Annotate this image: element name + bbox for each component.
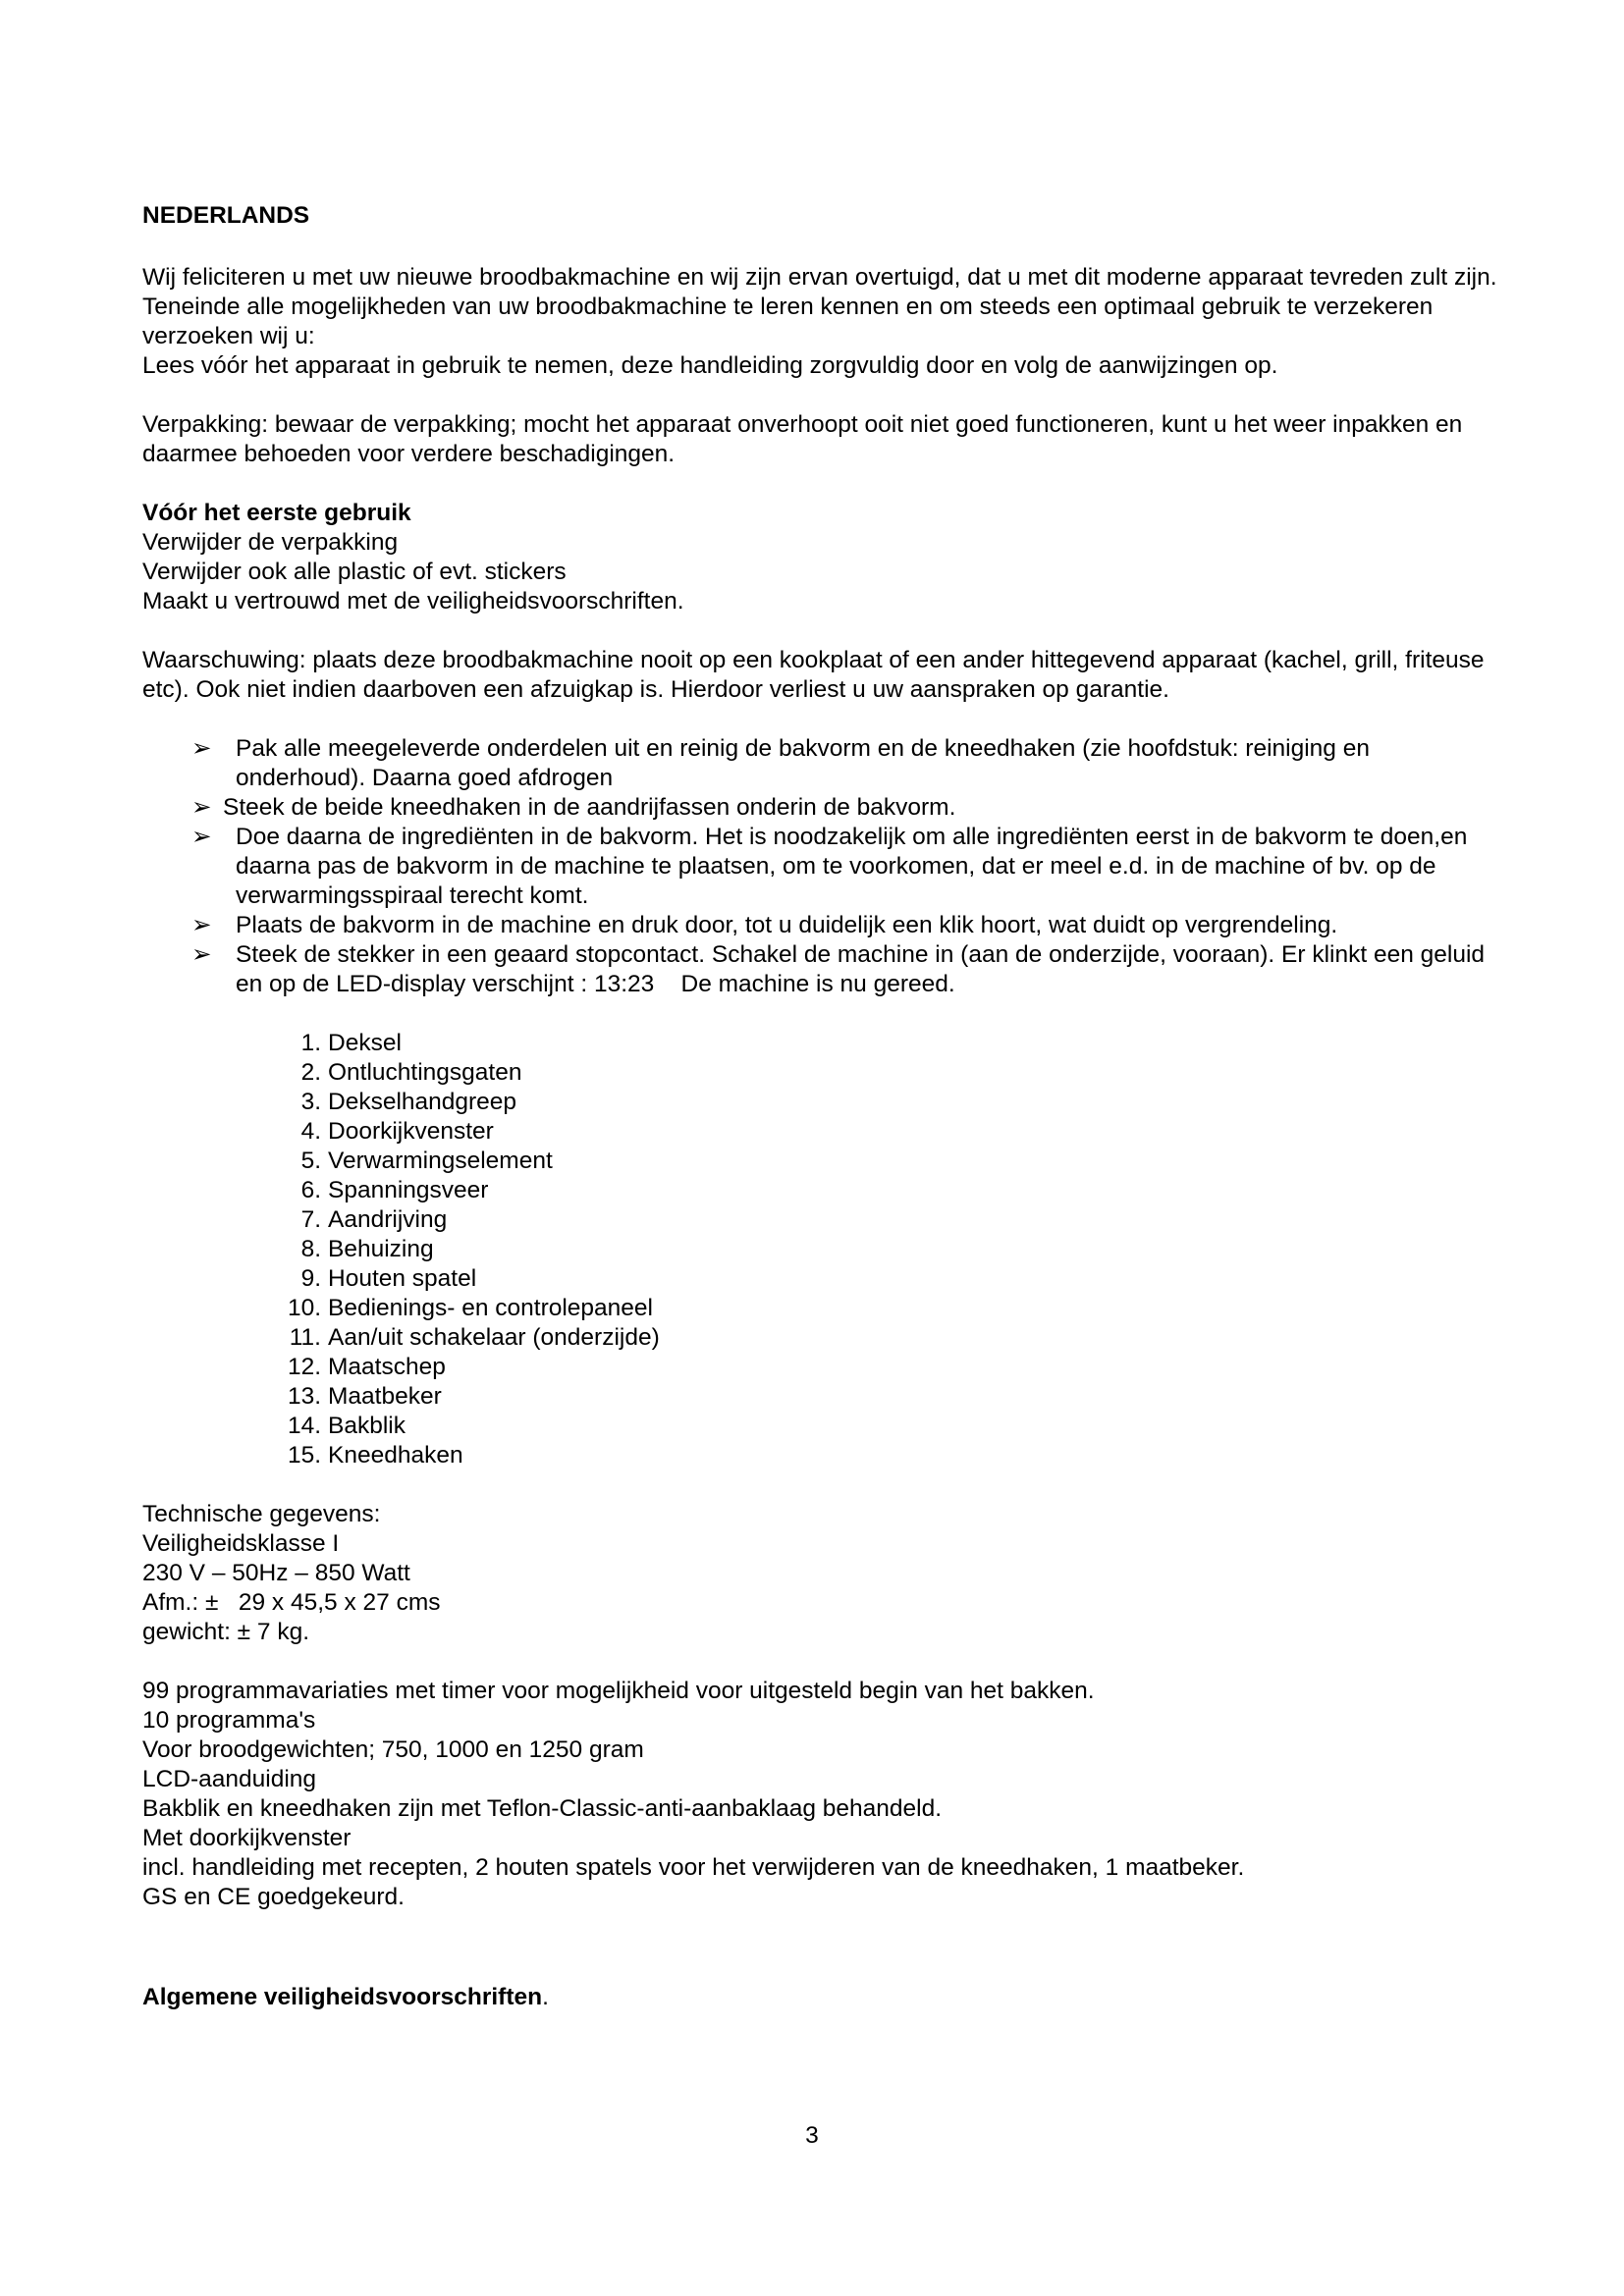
intro-paragraph: Lees vóór het apparaat in gebruik te nemen, deze handleiding zorgvuldig door en volg de aanwijzingen op. xyxy=(142,352,1278,379)
feature-line: incl. handleiding met recepten, 2 houten spatels voor het verwijderen van de kneedhaken, 1 maatbeker. xyxy=(142,1854,1245,1881)
list-item xyxy=(142,911,1497,940)
arrow-bullet-icon: ➢ xyxy=(191,941,212,968)
spec-line: Technische gegevens: xyxy=(142,1501,381,1527)
list-item: 10. Bedienings- en controlepaneel xyxy=(287,1295,653,1321)
list-item: 9. Houten spatel xyxy=(300,1265,477,1292)
first-use-line: Verwijder ook alle plastic of evt. stickers xyxy=(142,559,567,585)
list-item: 4. Doorkijkvenster xyxy=(300,1118,494,1145)
features-section xyxy=(142,1677,1497,1912)
intro-paragraph: Wij feliciteren u met uw nieuwe broodbakmachine en wij zijn ervan overtuigd, dat u met dit moderne apparaat tevreden zult zijn. xyxy=(142,264,1497,291)
document-title: NEDERLANDS xyxy=(142,202,310,229)
list-item: 1. Deksel xyxy=(300,1030,402,1056)
list-item: 13. Maatbeker xyxy=(287,1383,442,1410)
intro-paragraph: Teneinde alle mogelijkheden van uw broodbakmachine te leren kennen en om steeds een optimaal gebruik te verzekeren verzoeken wij u: xyxy=(142,294,1434,349)
list-item xyxy=(142,940,1497,999)
list-item: 11. Aan/uit schakelaar (onderzijde) xyxy=(289,1324,660,1351)
list-item xyxy=(142,823,1497,911)
list-item: 12. Maatschep xyxy=(287,1354,446,1380)
list-item: 5. Verwarmingselement xyxy=(300,1148,553,1174)
arrow-bullet-icon: ➢ xyxy=(191,735,212,762)
step-text: Doe daarna de ingrediënten in de bakvorm. Het is noodzakelijk om alle ingrediënten eerst in de bakvorm te doen,en daarna pas de bakvorm in de machine te plaatsen, om te voorkomen, dat er meel e.d. in de machine of bv. op de verwarmingsspiraal terecht komt. xyxy=(236,824,1468,909)
spec-line: gewicht: ± 7 kg. xyxy=(142,1619,310,1645)
list-item: 8. Behuizing xyxy=(300,1236,434,1262)
spec-line: Veiligheidsklasse I xyxy=(142,1530,340,1557)
first-use-section xyxy=(142,499,1497,616)
spec-line: Afm.: ± 29 x 45,5 x 27 cms xyxy=(142,1589,441,1616)
step-text: Plaats de bakvorm in de machine en druk door, tot u duidelijk een klik hoort, wat duidt op vergrendeling. xyxy=(236,912,1338,938)
arrow-bullet-icon: ➢ xyxy=(191,794,212,821)
arrow-bullet-icon: ➢ xyxy=(191,912,212,938)
feature-line: GS en CE goedgekeurd. xyxy=(142,1884,405,1910)
list-item: 2. Ontluchtingsgaten xyxy=(300,1059,522,1086)
safety-heading: Algemene veiligheidsvoorschriften. xyxy=(142,1984,549,2010)
document-page xyxy=(142,201,1497,2012)
page-number: 3 xyxy=(805,2122,819,2149)
parts-list xyxy=(142,1029,1497,1470)
feature-line: LCD-aanduiding xyxy=(142,1766,317,1792)
list-item xyxy=(142,734,1497,793)
list-item: 3. Dekselhandgreep xyxy=(300,1089,517,1115)
first-use-heading: Vóór het eerste gebruik xyxy=(142,500,411,526)
intro-section xyxy=(142,263,1497,381)
first-use-line: Maakt u vertrouwd met de veiligheidsvoorschriften. xyxy=(142,588,684,614)
list-item xyxy=(142,793,1497,823)
list-item: 15. Kneedhaken xyxy=(287,1442,463,1468)
setup-steps-list xyxy=(142,734,1497,999)
technical-specs xyxy=(142,1500,1497,1647)
step-text: Steek de beide kneedhaken in de aandrijfassen onderin de bakvorm. xyxy=(223,794,956,821)
list-item: 6. Spanningsveer xyxy=(300,1177,489,1203)
step-text: Steek de stekker in een geaard stopcontact. Schakel de machine in (aan de onderzijde, vooraan). Er klinkt een geluid en op de LED-display verschijnt : 13:23 De machine is nu gereed. xyxy=(236,941,1491,997)
list-item: 7. Aandrijving xyxy=(300,1206,448,1233)
feature-line: Bakblik en kneedhaken zijn met Teflon-Classic-anti-aanbaklaag behandeld. xyxy=(142,1795,943,1822)
feature-line: 99 programmavariaties met timer voor mogelijkheid voor uitgesteld begin van het bakken. xyxy=(142,1678,1095,1704)
list-item: 14. Bakblik xyxy=(287,1413,406,1439)
feature-line: 10 programma's xyxy=(142,1707,316,1734)
warning-paragraph: Waarschuwing: plaats deze broodbakmachine nooit op een kookplaat of een ander hittegevend apparaat (kachel, grill, friteuse etc). Ook niet indien daarboven een afzuigkap is. Hierdoor verliest u uw aanspraken op garantie. xyxy=(142,647,1485,703)
spec-line: 230 V – 50Hz – 850 Watt xyxy=(142,1560,410,1586)
feature-line: Met doorkijkvenster xyxy=(142,1825,352,1851)
first-use-line: Verwijder de verpakking xyxy=(142,529,399,556)
packaging-paragraph: Verpakking: bewaar de verpakking; mocht het apparaat onverhoopt ooit niet goed functioneren, kunt u het weer inpakken en daarmee behoeden voor verdere beschadigingen. xyxy=(142,411,1463,467)
feature-line: Voor broodgewichten; 750, 1000 en 1250 gram xyxy=(142,1736,644,1763)
step-text: Pak alle meegeleverde onderdelen uit en reinig de bakvorm en de kneedhaken (zie hoofdstuk: reiniging en onderhoud). Daarna goed afdrogen xyxy=(236,735,1370,791)
arrow-bullet-icon: ➢ xyxy=(191,824,212,850)
